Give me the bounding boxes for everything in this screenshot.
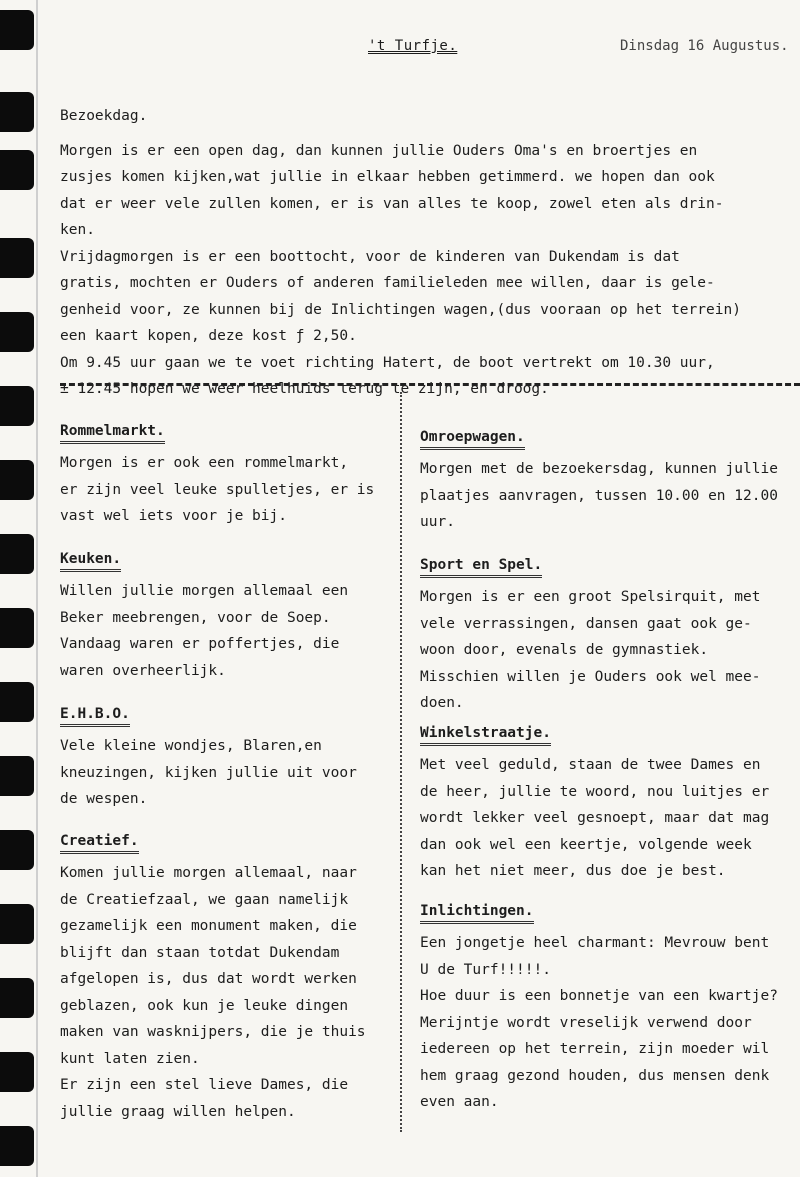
section-line: Morgen is er een groot Spelsirquit, met xyxy=(420,589,761,605)
section-line: wordt lekker veel gesnoept, maar dat mag xyxy=(420,810,770,826)
section-line: doen. xyxy=(420,695,464,711)
section-line: de heer, jullie te woord, nou luitjes er xyxy=(420,783,770,800)
section-line: jullie graag willen helpen. xyxy=(60,1103,296,1120)
section-line: U de Turf!!!!!. xyxy=(420,961,551,978)
spiral-binding xyxy=(0,0,34,1177)
section-line: Met veel geduld, staan de twee Dames en xyxy=(420,757,761,773)
intro-line: Om 9.45 uur gaan we te voet richting Hatert, de boot vertrekt om 10.30 uur, xyxy=(60,354,715,371)
section-line: Vele kleine wondjes, Blaren,en xyxy=(60,738,322,754)
intro-line: zusjes komen kijken,wat jullie in elkaar hebben getimmerd. we hopen dan ook xyxy=(60,169,715,185)
intro-line: Vrijdagmorgen is er een boottocht, voor de kinderen van Dukendam is dat xyxy=(60,248,680,265)
section-line: plaatjes aanvragen, tussen 10.00 en 12.00 xyxy=(420,487,778,504)
intro-heading: Bezoekdag. xyxy=(60,108,148,124)
section-line: kan het niet meer, dus doe je best. xyxy=(420,863,726,879)
section-line: Merijntje wordt vreselijk verwend door xyxy=(420,1014,752,1031)
section-line: even aan. xyxy=(420,1094,499,1110)
section-rommelmarkt xyxy=(60,418,390,530)
section-line: woon door, evenals de gymnastiek. xyxy=(420,642,709,658)
section-title: Sport en Spel. xyxy=(420,555,542,578)
section-line: maken van wasknijpers, die je thuis xyxy=(60,1024,366,1040)
section-line: Vandaag waren er poffertjes, die xyxy=(60,636,340,652)
section-line: vast wel iets voor je bij. xyxy=(60,508,287,524)
section-title: Creatief. xyxy=(60,831,139,854)
section-line: Hoe duur is een bonnetje van een kwartje? xyxy=(420,988,778,1004)
section-line: Morgen met de bezoekersdag, kunnen jullie xyxy=(420,461,778,477)
section-omroepwagen xyxy=(420,424,800,536)
intro-line: ± 12.45 hopen we weer heelhuids terug te zijn, en droog. xyxy=(60,381,549,397)
section-inlichtingen xyxy=(420,898,800,1116)
section-title: Inlichtingen. xyxy=(420,901,534,924)
section-line: er zijn veel leuke spulletjes, er is xyxy=(60,481,375,498)
section-creatief xyxy=(60,828,390,1125)
section-title: Rommelmarkt. xyxy=(60,421,165,444)
section-keuken xyxy=(60,546,390,684)
section-line: Komen jullie morgen allemaal, naar xyxy=(60,865,357,881)
section-line: de wespen. xyxy=(60,791,148,807)
section-line: Misschien willen je Ouders ook wel mee- xyxy=(420,668,761,685)
issue-date: Dinsdag 16 Augustus. xyxy=(620,38,789,54)
section-title: Omroepwagen. xyxy=(420,427,525,450)
section-line: Morgen is er ook een rommelmarkt, xyxy=(60,455,349,471)
newsletter-title: 't Turfje. xyxy=(368,38,458,54)
section-title: Winkelstraatje. xyxy=(420,723,551,746)
section-line: geblazen, ook kun je leuke dingen xyxy=(60,997,349,1014)
section-line: uur. xyxy=(420,514,455,530)
section-line: dan ook wel een keertje, volgende week xyxy=(420,836,752,853)
horizontal-divider xyxy=(60,383,800,389)
section-line: Willen jullie morgen allemaal een xyxy=(60,583,349,599)
section-ehbo xyxy=(60,701,390,813)
page-edge xyxy=(36,0,38,1177)
intro-line: ken. xyxy=(60,222,95,238)
section-title: Keuken. xyxy=(60,549,121,572)
section-line: hem graag gezond houden, dus mensen denk xyxy=(420,1067,770,1084)
section-line: vele verrassingen, dansen gaat ook ge- xyxy=(420,615,752,632)
intro-line: genheid voor, ze kunnen bij de Inlichtingen wagen,(dus vooraan op het terrein) xyxy=(60,301,741,318)
section-line: gezamelijk een monument maken, die xyxy=(60,918,357,934)
intro-section xyxy=(60,103,790,403)
section-line: iedereen op het terrein, zijn moeder wil xyxy=(420,1041,770,1057)
section-winkelstraatje xyxy=(420,720,800,885)
section-line: de Creatiefzaal, we gaan namelijk xyxy=(60,891,349,908)
section-sport-en-spel xyxy=(420,552,800,717)
intro-line: een kaart kopen, deze kost ƒ 2,50. xyxy=(60,328,357,344)
section-line: blijft dan staan totdat Dukendam xyxy=(60,944,340,961)
section-line: kunt laten zien. xyxy=(60,1050,200,1067)
intro-line: Morgen is er een open dag, dan kunnen jullie Ouders Oma's en broertjes en xyxy=(60,142,698,159)
section-line: afgelopen is, dus dat wordt werken xyxy=(60,971,357,987)
section-line: Er zijn een stel lieve Dames, die xyxy=(60,1077,349,1093)
section-line: Een jongetje heel charmant: Mevrouw bent xyxy=(420,935,770,951)
section-title: E.H.B.O. xyxy=(60,704,130,727)
section-line: Beker meebrengen, voor de Soep. xyxy=(60,609,331,626)
intro-line: dat er weer vele zullen komen, er is van alles te koop, zowel eten als drin- xyxy=(60,195,724,212)
section-line: kneuzingen, kijken jullie uit voor xyxy=(60,764,357,781)
intro-line: gratis, mochten er Ouders of anderen familieleden mee willen, daar is gele- xyxy=(60,275,715,291)
section-line: waren overheerlijk. xyxy=(60,662,226,679)
column-divider xyxy=(400,392,402,1132)
